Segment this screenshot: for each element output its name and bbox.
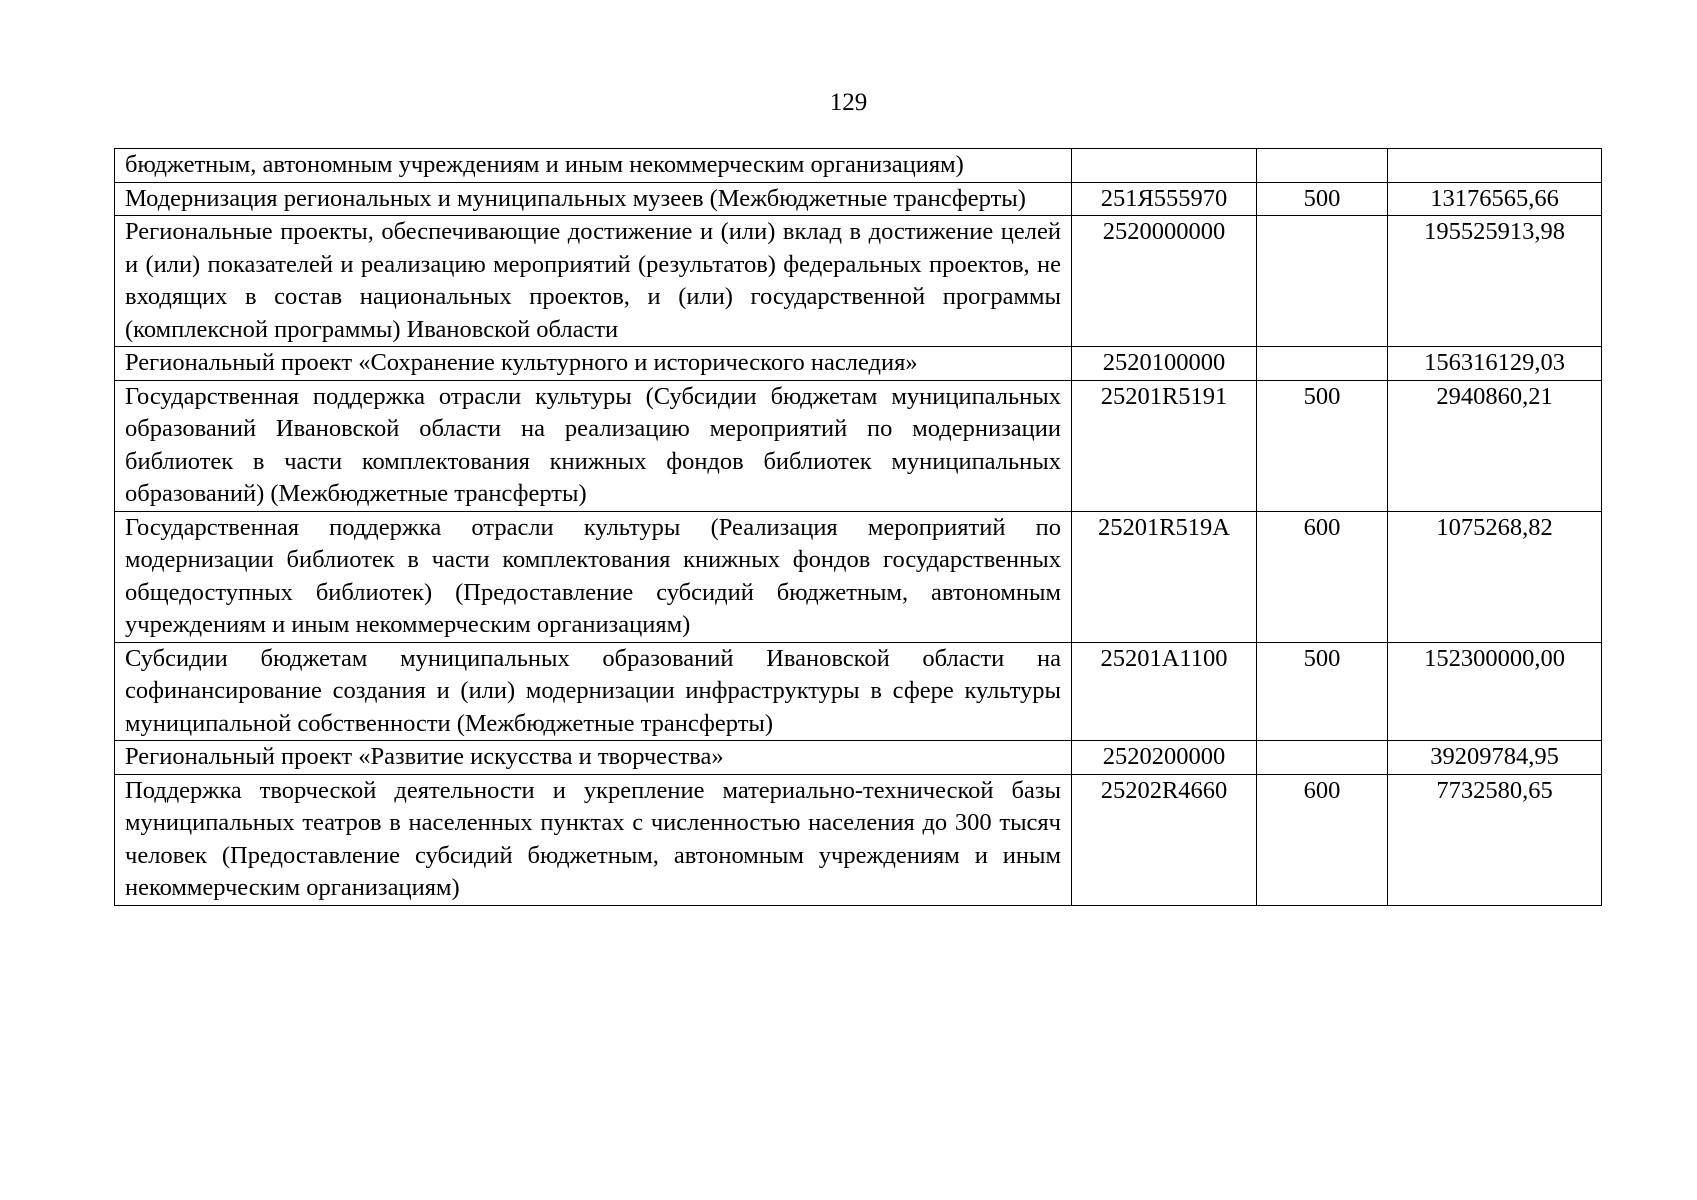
row-name: Региональный проект «Сохранение культурного и исторического наследия» (115, 347, 1072, 381)
table-row (115, 380, 1602, 511)
table-row (115, 182, 1602, 216)
row-sum: 7732580,65 (1388, 774, 1602, 905)
table-row (115, 741, 1602, 775)
table-row (115, 149, 1602, 183)
row-sum: 195525913,98 (1388, 216, 1602, 347)
table-row (115, 774, 1602, 905)
row-sum: 156316129,03 (1388, 347, 1602, 381)
row-code: 25201R5191 (1072, 380, 1257, 511)
row-code: 25201R519A (1072, 511, 1257, 642)
row-code: 25202R4660 (1072, 774, 1257, 905)
row-code (1072, 149, 1257, 183)
row-expense-type: 600 (1257, 511, 1388, 642)
row-code: 2520000000 (1072, 216, 1257, 347)
row-code: 2520200000 (1072, 741, 1257, 775)
row-name: Государственная поддержка отрасли культуры (Реализация мероприятий по модернизации библиотек в части комплектования книжных фондов государственных общедоступных библиотек) (Предоставление субсидий бюджетным, автономным учреждениям и иным некоммерческим организациям) (115, 511, 1072, 642)
row-name: бюджетным, автономным учреждениям и иным некоммерческим организациям) (115, 149, 1072, 183)
table-row (115, 642, 1602, 741)
row-expense-type (1257, 216, 1388, 347)
row-sum: 39209784,95 (1388, 741, 1602, 775)
budget-table (114, 148, 1602, 906)
row-expense-type: 500 (1257, 182, 1388, 216)
row-name: Государственная поддержка отрасли культуры (Субсидии бюджетам муниципальных образований Ивановской области на реализацию мероприятий по модернизации библиотек в части комплектования книжных фондов библиотек муниципальных образований) (Межбюджетные трансферты) (115, 380, 1072, 511)
row-expense-type (1257, 149, 1388, 183)
row-expense-type: 500 (1257, 642, 1388, 741)
row-code: 2520100000 (1072, 347, 1257, 381)
row-sum: 13176565,66 (1388, 182, 1602, 216)
row-sum: 1075268,82 (1388, 511, 1602, 642)
table-row (115, 511, 1602, 642)
row-name: Региональный проект «Развитие искусства и творчества» (115, 741, 1072, 775)
row-name: Модернизация региональных и муниципальных музеев (Межбюджетные трансферты) (115, 182, 1072, 216)
page-number: 129 (829, 89, 868, 116)
row-name: Субсидии бюджетам муниципальных образований Ивановской области на софинансирование создания и (или) модернизации инфраструктуры в сфере культуры муниципальной собственности (Межбюджетные трансферты) (115, 642, 1072, 741)
row-expense-type: 600 (1257, 774, 1388, 905)
row-expense-type (1257, 347, 1388, 381)
row-expense-type: 500 (1257, 380, 1388, 511)
table-row (115, 347, 1602, 381)
row-name: Региональные проекты, обеспечивающие достижение и (или) вклад в достижение целей и (или) показателей и реализацию мероприятий (результатов) федеральных проектов, не входящих в состав национальных проектов, и (или) государственной программы (комплексной программы) Ивановской области (115, 216, 1072, 347)
row-sum: 2940860,21 (1388, 380, 1602, 511)
table-row (115, 216, 1602, 347)
row-expense-type (1257, 741, 1388, 775)
row-name: Поддержка творческой деятельности и укрепление материально-технической базы муниципальных театров в населенных пунктах с численностью населения до 300 тысяч человек (Предоставление субсидий бюджетным, автономным учреждениям и иным некоммерческим организациям) (115, 774, 1072, 905)
row-code: 25201A1100 (1072, 642, 1257, 741)
row-sum: 152300000,00 (1388, 642, 1602, 741)
row-sum (1388, 149, 1602, 183)
row-code: 251Я555970 (1072, 182, 1257, 216)
